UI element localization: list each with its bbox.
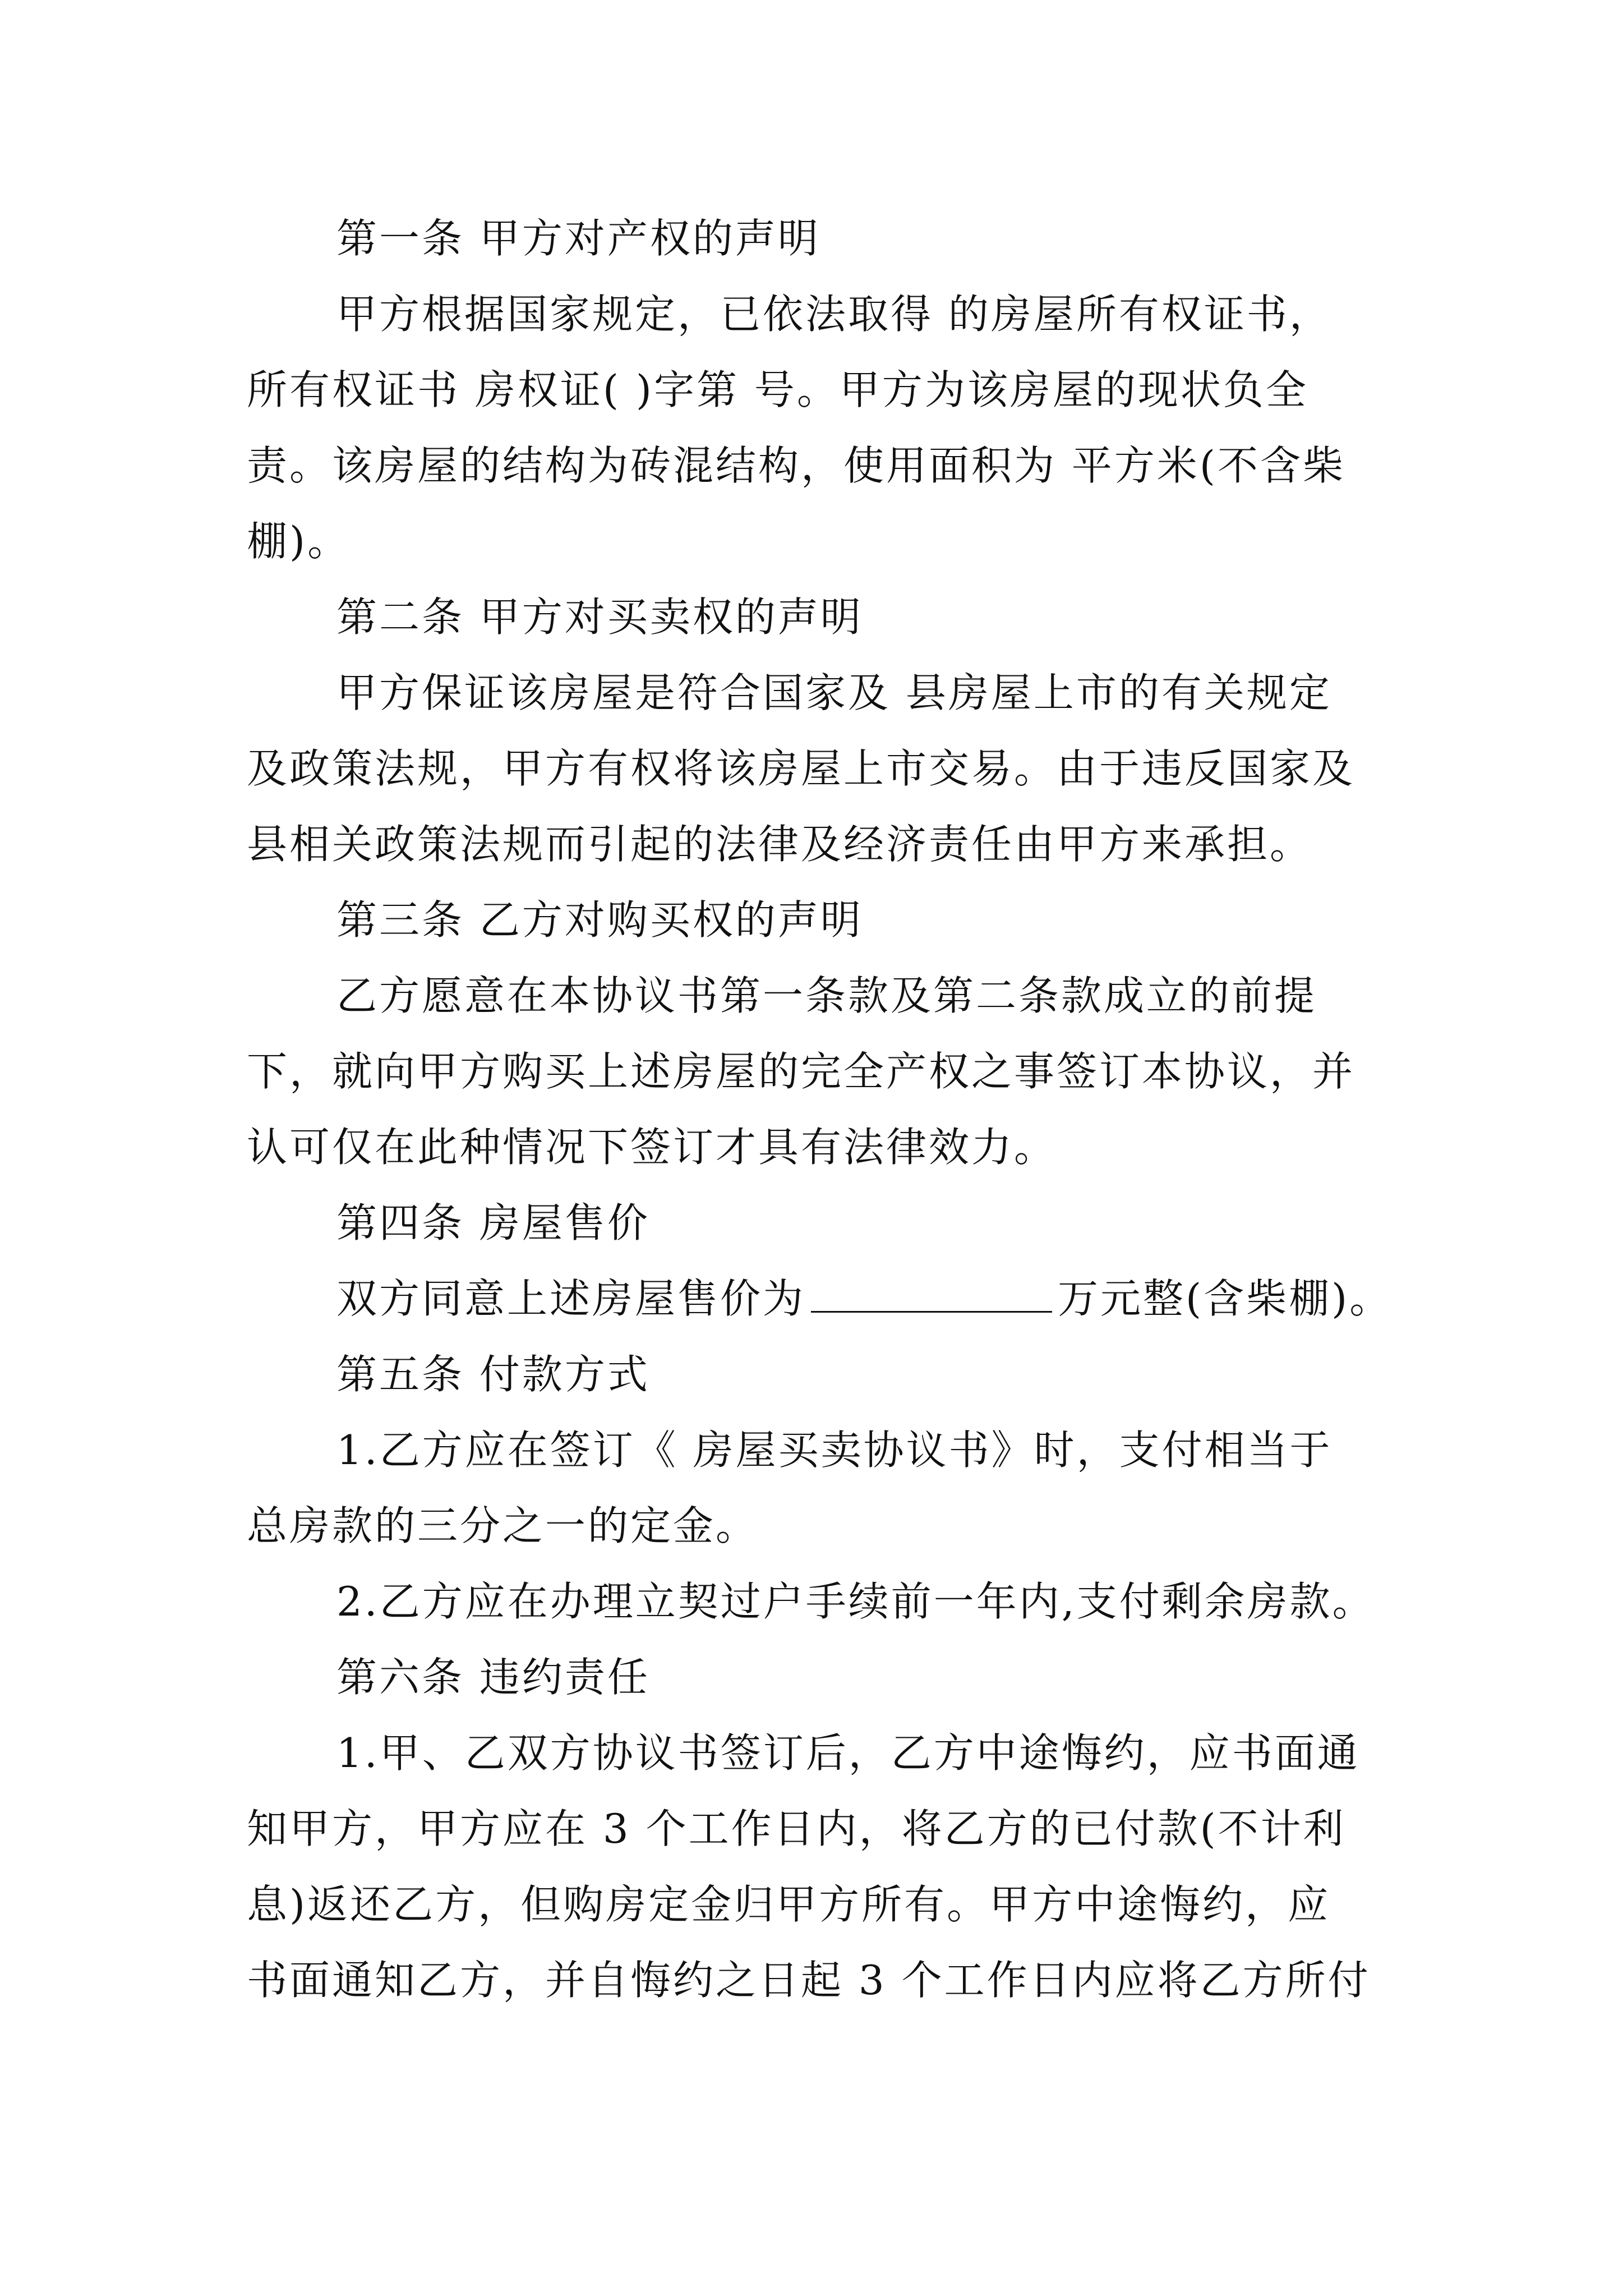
paragraph-line: 书面通知乙方，并自悔约之日起 3 个工作日内应将乙方所付 — [247, 1957, 1371, 2004]
price-text-before: 双方同意上述房屋售价为 — [336, 1275, 806, 1322]
paragraph-line: 2.乙方应在办理立契过户手续前一年内,支付剩余房款。 — [336, 1578, 1375, 1625]
article-4-heading: 第四条 房屋售价 — [336, 1199, 650, 1246]
paragraph-line: 息)返还乙方，但购房定金归甲方所有。甲方中途悔约，应 — [247, 1881, 1331, 1928]
paragraph-line: 县相关政策法规而引起的法律及经济责任由甲方来承担。 — [247, 821, 1313, 868]
paragraph-line: 甲方保证该房屋是符合国家及 县房屋上市的有关规定 — [336, 669, 1332, 716]
article-1-heading: 第一条 甲方对产权的声明 — [336, 215, 820, 262]
paragraph-line: 及政策法规，甲方有权将该房屋上市交易。由于违反国家及 — [247, 745, 1355, 792]
price-blank-field — [811, 1277, 1052, 1313]
article-5-heading: 第五条 付款方式 — [336, 1351, 650, 1398]
paragraph-line: 乙方愿意在本协议书第一条款及第二条款成立的前提 — [336, 972, 1317, 1019]
paragraph-line: 知甲方，甲方应在 3 个工作日内，将乙方的已付款(不计利 — [247, 1805, 1346, 1852]
paragraph-line: 甲方根据国家规定，已依法取得 的房屋所有权证书， — [336, 291, 1332, 338]
paragraph-line: 1.乙方应在签订《 房屋买卖协议书》时，支付相当于 — [336, 1427, 1332, 1474]
paragraph-line: 总房款的三分之一的定金。 — [247, 1502, 759, 1549]
price-line — [336, 1271, 1392, 1327]
paragraph-line: 责。该房屋的结构为砖混结构，使用面积为 平方米(不含柴 — [247, 442, 1345, 489]
paragraph-line: 1.甲、乙双方协议书签订后，乙方中途悔约，应书面通 — [336, 1729, 1360, 1777]
paragraph-line: 所有权证书 房权证( )字第 号。甲方为该房屋的现状负全 — [247, 366, 1308, 413]
paragraph-line: 认可仅在此种情况下签订才具有法律效力。 — [247, 1124, 1057, 1171]
article-3-heading: 第三条 乙方对购买权的声明 — [336, 896, 863, 944]
article-2-heading: 第二条 甲方对买卖权的声明 — [336, 593, 863, 641]
price-text-after: 万元整(含柴棚)。 — [1058, 1275, 1393, 1322]
article-6-heading: 第六条 违约责任 — [336, 1654, 650, 1701]
paragraph-line: 下，就向甲方购买上述房屋的完全产权之事签订本协议，并 — [247, 1048, 1355, 1095]
paragraph-line: 棚)。 — [247, 518, 351, 565]
